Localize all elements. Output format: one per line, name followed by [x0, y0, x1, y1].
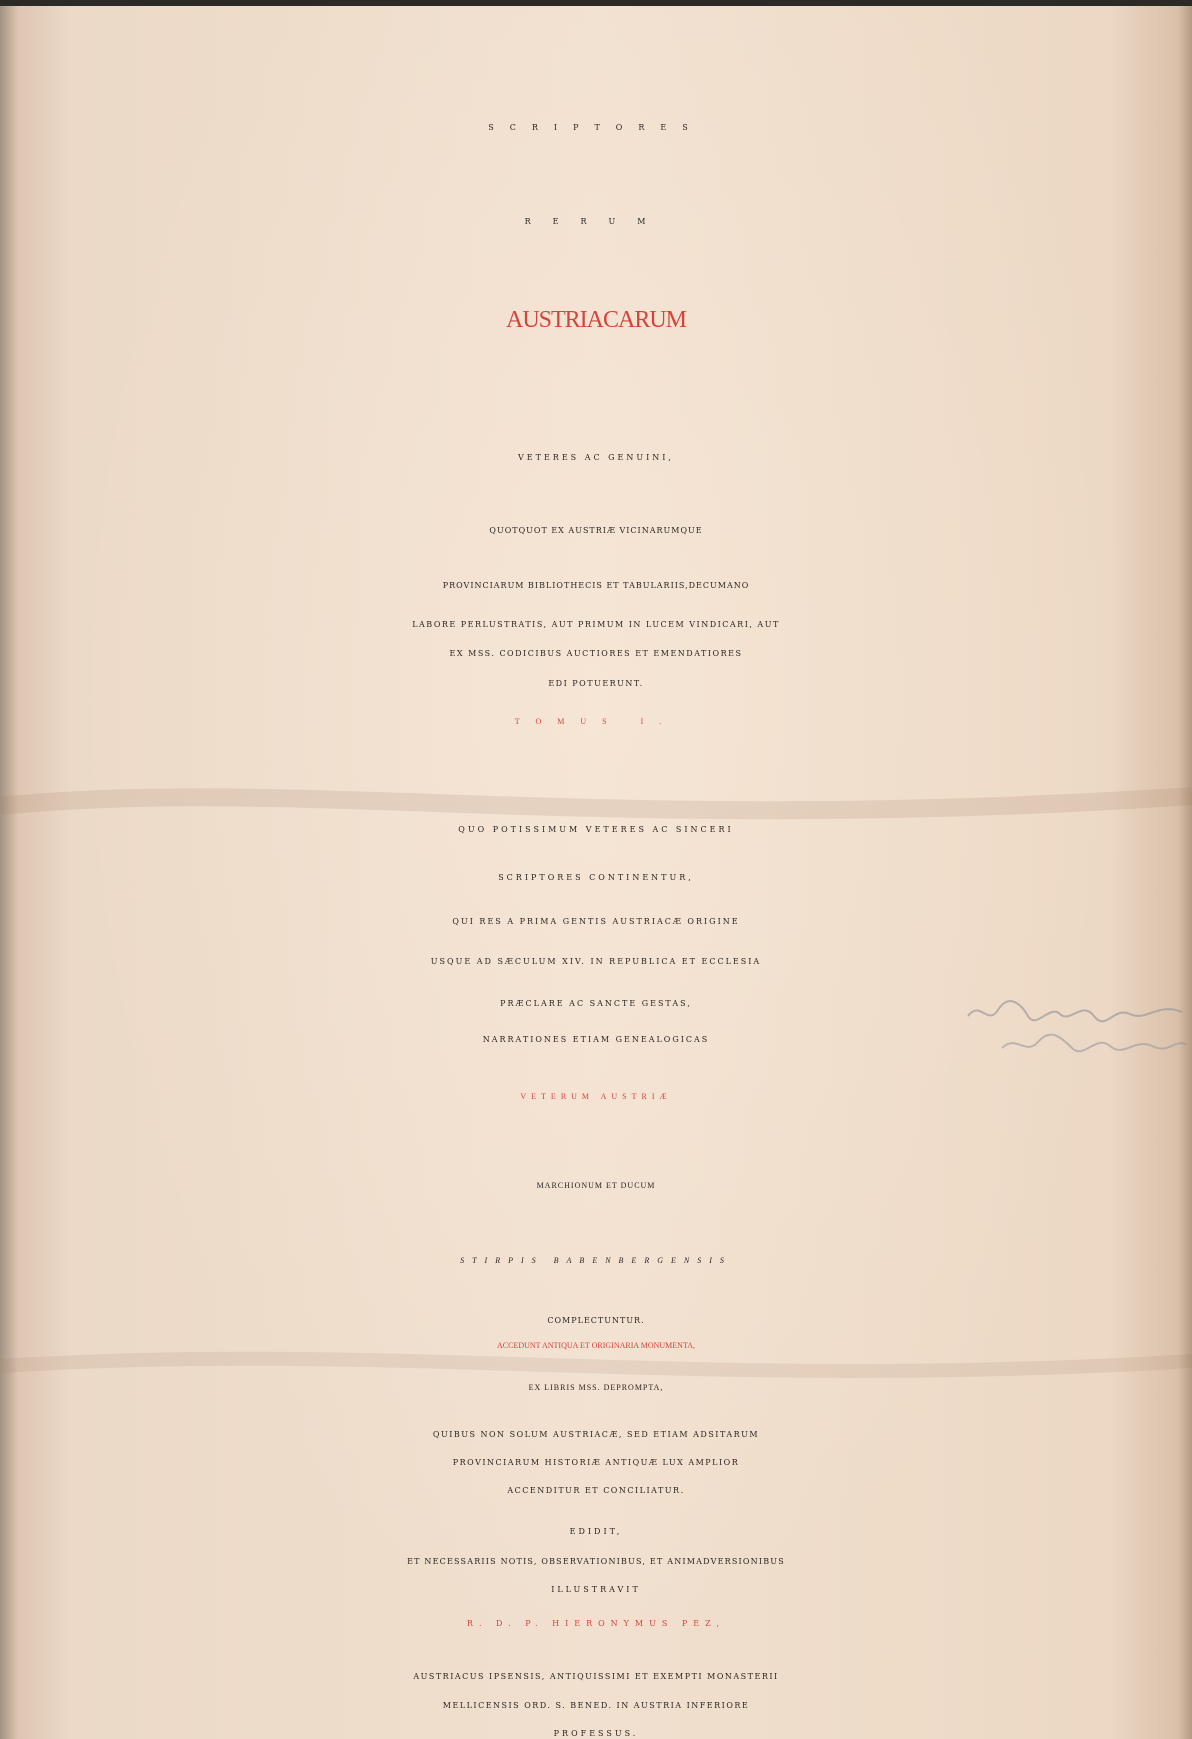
description-line-4: EX MSS. CODICIBUS AUCTIORES ET EMENDATIORES [449, 649, 743, 658]
volume-heading: TOMUS I. [514, 717, 678, 726]
heading-marchionum: MARCHIONUM ET DUCUM [536, 1181, 656, 1190]
accedunt-line: ACCEDUNT ANTIQUA ET ORIGINARIA MONUMENTA, [497, 1341, 695, 1350]
complectuntur-line: COMPLECTUNTUR. [547, 1316, 645, 1325]
quibus-line-2: PROVINCIARUM HISTORIÆ ANTIQUÆ LUX AMPLIOR [452, 1458, 740, 1467]
illustravit-line: ILLUSTRAVIT [551, 1585, 641, 1594]
contents-line-2: SCRIPTORES CONTINENTUR, [498, 873, 694, 882]
contents-line-3: QUI RES A PRIMA GENTIS AUSTRIACÆ ORIGINE [452, 917, 740, 926]
handwritten-annotation-mark [962, 996, 1190, 1066]
description-line-3: LABORE PERLUSTRATIS, AUT PRIMUM IN LUCEM VINDICARI, AUT [412, 620, 780, 629]
quibus-line-1: QUIBUS NON SOLUM AUSTRIACÆ, SED ETIAM ADSITARUM [432, 1430, 760, 1439]
ex-libris-line: EX LIBRIS MSS. DEPROMPTA, [528, 1383, 664, 1392]
title-line-rerum: RERUM [524, 217, 668, 226]
quibus-line-3: ACCENDITUR ET CONCILIATUR. [507, 1486, 685, 1495]
title-page [0, 6, 1192, 1739]
author-affiliation-line-1: AUSTRIACUS IPSENSIS, ANTIQUISSIMI ET EXEMPTI MONASTERII [413, 1672, 779, 1681]
description-line-2: PROVINCIARUM BIBLIOTHECIS ET TABULARIIS,DECUMANO [442, 581, 750, 590]
paper-crease [0, 766, 1192, 846]
contents-line-1: QUO POTISSIMUM VETERES AC SINCERI [458, 825, 734, 834]
title-line-austriacarum: AUSTRIACARUM [505, 307, 687, 333]
contents-line-5: PRÆCLARE AC SANCTE GESTAS, [500, 999, 692, 1008]
heading-stirpis: STIRPIS BABENBERGENSIS [460, 1256, 732, 1265]
author-affiliation-line-2: MELLICENSIS ORD. S. BENED. IN AUSTRIA INFERIORE [442, 1701, 750, 1710]
edidit-line: EDIDIT, [569, 1527, 623, 1536]
contents-line-4: USQUE AD SÆCULUM XIV. IN REPUBLICA ET ECCLESIA [430, 957, 762, 966]
subtitle-veteres: VETERES AC GENUINI, [518, 453, 674, 462]
title-line-scriptores: SCRIPTORES [488, 123, 704, 132]
contents-line-6: NARRATIONES ETIAM GENEALOGICAS [482, 1035, 710, 1044]
author-name: R. D. P. HIERONYMUS PEZ, [466, 1619, 726, 1628]
description-line-1: QUOTQUOT EX AUSTRIÆ VICINARUMQUE [489, 526, 703, 535]
heading-veterum-austriae: VETERUM AUSTRIÆ [520, 1092, 672, 1101]
author-affiliation-line-3: PROFESSUS. [553, 1729, 639, 1738]
notis-line: ET NECESSARIIS NOTIS, OBSERVATIONIBUS, ET ANIMADVERSIONIBUS [407, 1557, 785, 1566]
description-line-5: EDI POTUERUNT. [548, 679, 644, 688]
